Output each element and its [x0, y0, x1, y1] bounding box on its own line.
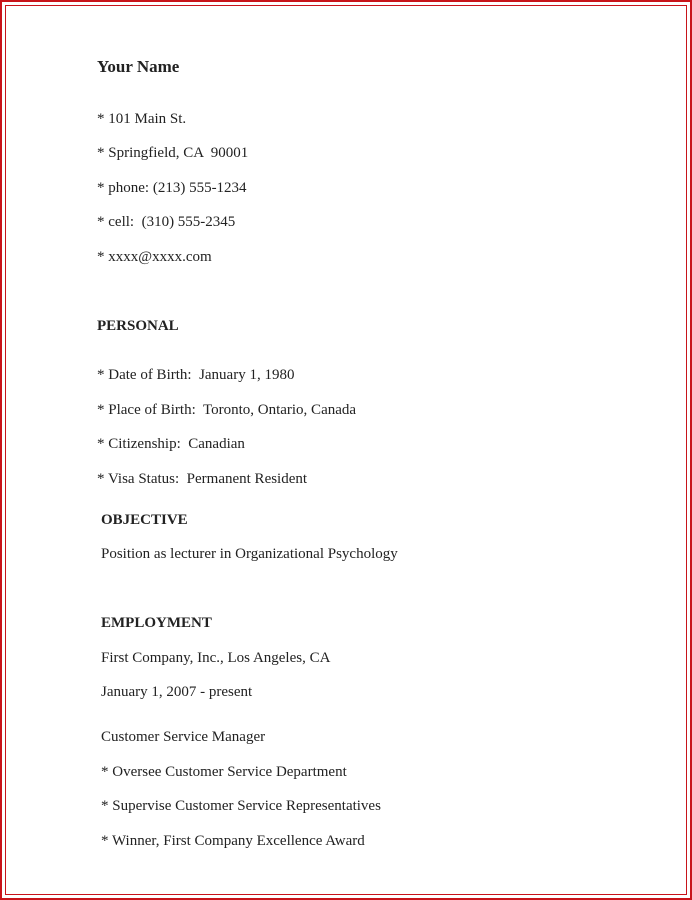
email-line: * xxxx@xxxx.com — [97, 249, 212, 265]
personal-item-citizenship: * Citizenship: Canadian — [97, 436, 245, 452]
objective-heading: OBJECTIVE — [101, 512, 188, 528]
personal-item-pob: * Place of Birth: Toronto, Ontario, Canada — [97, 402, 357, 418]
address-line-2: * Springfield, CA 90001 — [97, 145, 249, 161]
personal-heading: PERSONAL — [97, 318, 179, 334]
employment-title: Customer Service Manager — [101, 729, 266, 745]
personal-item-dob: * Date of Birth: January 1, 1980 — [97, 367, 295, 383]
employment-company: First Company, Inc., Los Angeles, CA — [101, 650, 331, 666]
objective-text: Position as lecturer in Organizational Psychology — [101, 546, 398, 562]
personal-item-visa: * Visa Status: Permanent Resident — [97, 471, 308, 487]
employment-dates: January 1, 2007 - present — [101, 684, 253, 700]
employment-heading: EMPLOYMENT — [101, 615, 212, 631]
employment-duty-2: * Supervise Customer Service Representatives — [101, 798, 381, 814]
cell-line: * cell: (310) 555-2345 — [97, 214, 236, 230]
employment-duty-3: * Winner, First Company Excellence Award — [101, 833, 365, 849]
phone-line: * phone: (213) 555-1234 — [97, 180, 247, 196]
employment-duty-1: * Oversee Customer Service Department — [101, 764, 347, 780]
address-line-1: * 101 Main St. — [97, 111, 187, 127]
resume-name: Your Name — [97, 57, 180, 76]
